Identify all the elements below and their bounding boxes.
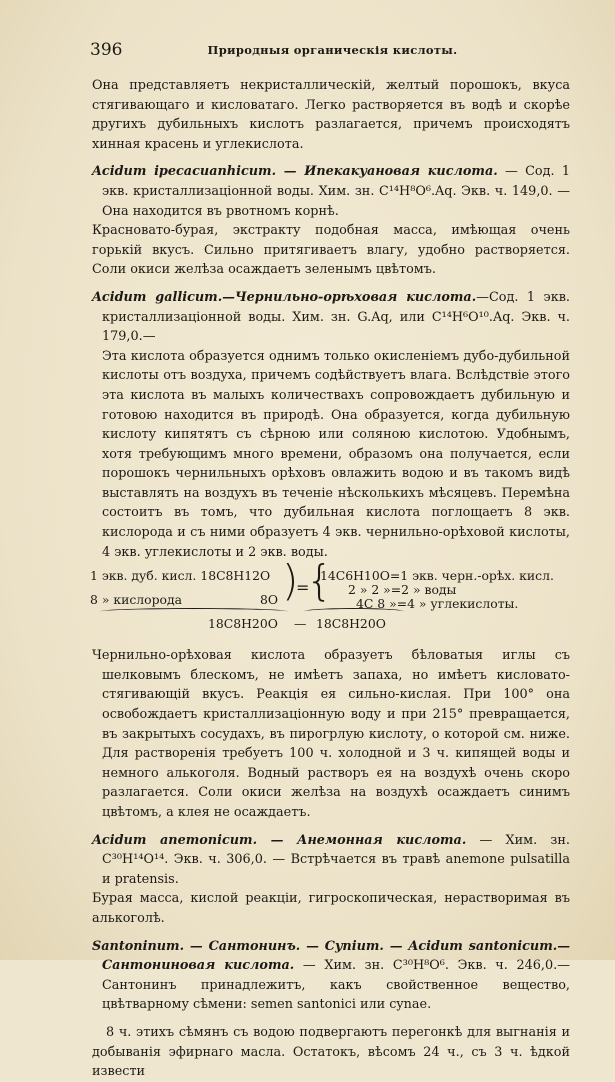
running-title: Природныя органическія кислоты. [207,43,458,57]
equation-dash: — [294,616,307,632]
entry-text: — Хим. зн. C³⁰H⁸O⁶. Экв. ч. 246,0.—Сантонинъ принадлежитъ, какъ свойственное вещество, цвѣтварному сѣмени: semen santonici или cynae. [102,958,570,1013]
entry-heading: Acidum anemonicum. — Анемонная кислота. [92,832,467,848]
entry-ipecacuanhic-acid [92,162,570,221]
equation-sum-right: 18C8H20O [316,616,386,632]
left-brace-icon: { [306,556,333,606]
page-body [92,76,570,1082]
entry-heading: Acidum gallicum.—Чернильно-орѣховая кислота. [92,289,477,305]
entry-text: — Сод. 1 экв. кристаллизаціонной воды. Хим. зн. C¹⁴H⁸O⁶.Aq. Экв. ч. 149,0. — Она находится въ рвотномъ корнѣ. [102,164,570,219]
paragraph-tannin-description: Она представляетъ некристаллическій, желтый порошокъ, вкуса стягивающаго и кисловатаго. Легко растворяется въ водѣ и скорѣе другихъ дубильныхъ кислотъ разлагается, причемъ происходятъ хинная красень и углекислота. [92,78,570,152]
entry-text: —Сод. 1 экв. кристаллизаціонной воды. Хим. зн. G.Aq, или C¹⁴H⁶O¹⁰.Aq. Экв. ч. 179,0.— [102,289,570,345]
equation-right-line-3: 4C 8 »=4 » углекислоты. [356,596,519,612]
entry-gallic-acid [92,288,570,347]
equation-left-line-1: 1 экв. дуб. кисл. 18C8H12O [90,568,271,584]
paragraph-santonin-preparation: 8 ч. этихъ сѣмянъ съ водою подвергаютъ перегонкѣ для выгнанія и добыванія эфирнаго масла. Остатокъ, вѣсомъ 24 ч., съ 3 ч. ѣдкой извести [92,1024,570,1080]
equation-equals-sign: = [296,578,310,598]
paragraph-gallic-properties: Чернильно-орѣховая кислота образуетъ бѣловатыя иглы съ шелковымъ блескомъ, не имѣетъ запаха, но имѣетъ кисловато-стягивающій вкусъ. Реакція ея сильно-кислая. При 100° она освобождаетъ кристаллизаціонную воду и при 215° превращается, въ закрытыхъ сосудахъ, въ пирогрлую кислоту, о которой см. ниже. Для растворенія требуетъ 100 ч. холодной и 3 ч. кипящей воды и немного алькоголя. Водный растворъ ея на воздухѣ очень скоро разлагается. Соли окиси желѣза на воздухѣ осаждаетъ синимъ цвѣтомъ, а клея не осаждаетъ. [92,648,570,820]
page-header [90,40,575,62]
right-brace-icon: ) [282,556,299,606]
entry-heading: Acidum ipecacuanhicum. — Ипекакуановая кислота. [92,164,498,180]
paragraph-gallic-formation: Эта кислота образуется однимъ только окисленіемъ дубо-дубильной кислоты отъ воздуха, причемъ содѣйствуетъ влага. Вслѣдствіе этого эта кислота въ малыхъ количествахъ сопровождаетъ дубильную и готовою находится въ природѣ. Она образуется, когда дубильную кислоту кипятятъ съ сѣрною или соляною кислотою. Удобнымъ, хотя требующимъ много времени, образомъ она получается, если порошокъ чернильныхъ орѣховъ овлажить водою и въ такомъ видѣ выставлять на воздухъ въ теченіе нѣсколькихъ мѣсяцевъ. Перемѣна состоитъ въ томъ, что дубильная кислота поглощаетъ 8 экв. кислорода и съ ними образуетъ 4 экв. чернильно-орѣховой кислоты, 4 экв. углекислоты и 2 экв. воды. [102,348,570,560]
entry-anemonic-acid [92,831,570,890]
entry-heading: Santoninum. — Сантонинъ. — Cynium. — Acidum santonicum.— Сантониновая кислота. [92,938,570,974]
equation-left-line-2: 8 » кислорода [90,592,183,608]
entry-santonin [92,937,570,1015]
page-number: 396 [90,40,123,60]
reaction-equation [90,556,570,646]
paragraph-anemonic-properties: Бурая масса, кислой реакціи, гигроскопическая, нерастворимая въ алькоголѣ. [92,891,570,926]
equation-sum-left: 18C8H20O [208,616,278,632]
paragraph-ipecacuanhic-properties: Красновато-бурая, экстракту подобная масса, имѣющая очень горькій вкусъ. Сильно притягиваетъ влагу, удобно растворяется. Соли окиси желѣза осаждаетъ зеленымъ цвѣтомъ. [92,223,570,278]
equation-right-line-1: 14C6H10O=1 экв. черн.-орѣх. кисл. [320,568,554,584]
equation-right-line-2: 2 » 2 »=2 » воды [348,582,457,598]
equation-left-value-2: 8O [260,592,279,608]
entry-text: — Хим. зн. C³⁰H¹⁴O¹⁴. Экв. ч. 306,0. — Встрѣчается въ травѣ anemone pulsatilla и pratensis. [102,832,570,887]
